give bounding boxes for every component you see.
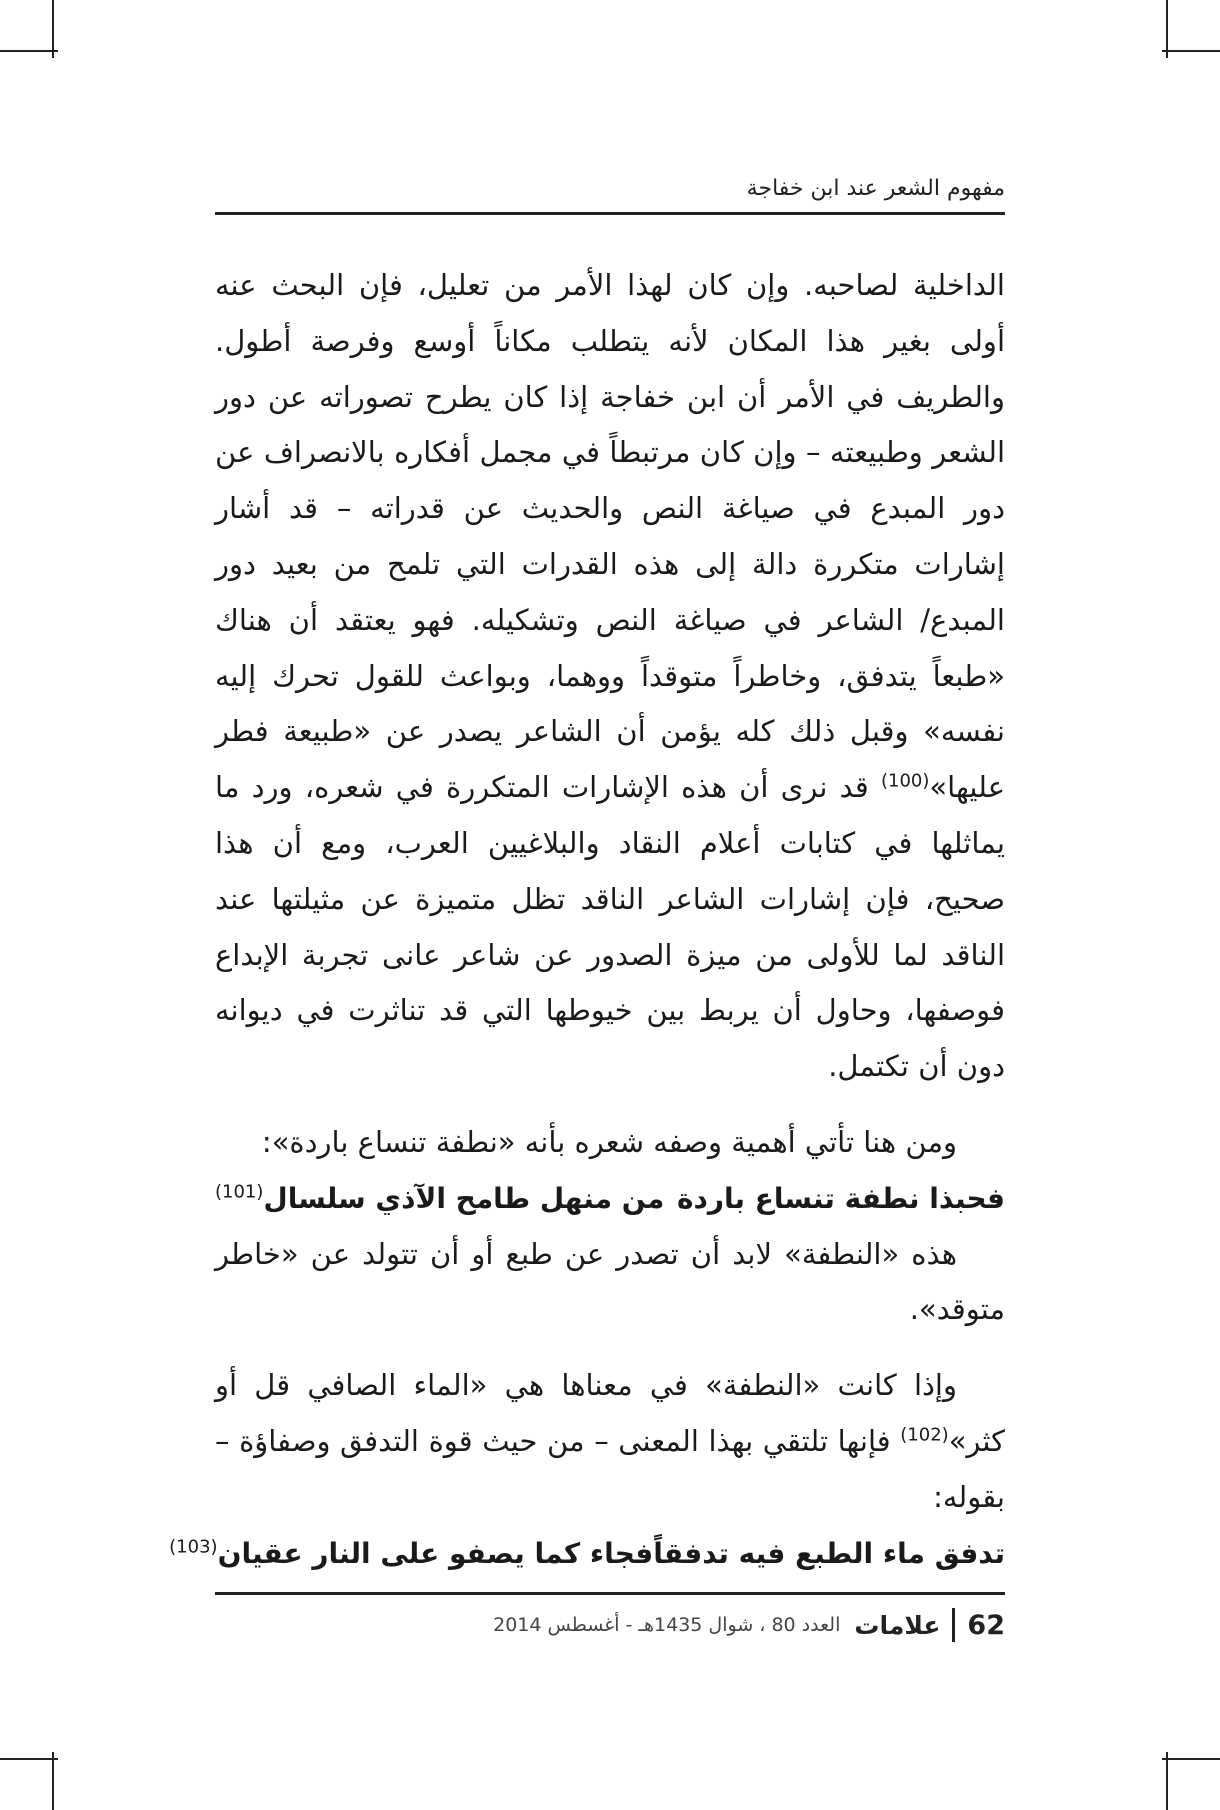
paragraph-gap — [215, 1095, 1005, 1115]
verse-101-hemistich-1: فحبذا نطفة تنساع باردة — [676, 1181, 1005, 1215]
crop-mark-bottom-left — [52, 1752, 54, 1810]
body-line: الشعر وطبيعته – وإن كان مرتبطاً في مجمل أفكاره بالانصراف — [263, 435, 1006, 470]
footer-rule — [215, 1592, 1005, 1595]
crop-mark-top-right-h — [1162, 50, 1220, 52]
crop-mark-bottom-right — [1166, 1752, 1168, 1810]
body-line: يماثلها في كتابات أعلام النقاد والبلاغيين العرب، ومع أن هذا — [215, 825, 1005, 860]
verse-103-hemistich-1: تدفق ماء الطبع فيه تدفقاً — [653, 1536, 1005, 1570]
body-line: نفسه» وقبل ذلك كله يؤمن أن الشاعر يصدر عن «طبيعة فطر — [215, 714, 1005, 749]
body-line: عن دور المبدع في صياغة النص والحديث عن قدراته – قد أشار — [215, 435, 1005, 526]
body-line: صحيح، فإن إشارات الشاعر الناقد تظل متميزة عن مثيلتها عند — [215, 881, 1005, 916]
body-line: فوصفها، وحاول أن يربط بين خيوطها التي قد تناثرت في ديوانه — [215, 993, 1005, 1028]
footer-separator — [952, 1608, 955, 1642]
body-line: كثر» — [948, 1423, 1005, 1458]
body-paragraph-2: ومن هنا تأتي أهمية وصفه شعره بأنه «نطفة تنساع باردة»: — [261, 1124, 957, 1159]
body-line: متوقد». — [909, 1292, 1005, 1327]
page-number: 62 — [967, 1609, 1005, 1641]
body-paragraph-4 — [215, 1358, 1005, 1525]
body-line: – بقوله: — [215, 1423, 1005, 1514]
footnote-ref-101: (101) — [215, 1181, 264, 1203]
header-rule — [215, 212, 1005, 215]
footnote-ref-100: (100) — [880, 770, 930, 792]
body-line: «طبعاً يتدفق، وخاطراً متوقداً ووهما، وبواعث للقول تحرك إليه — [215, 658, 1005, 693]
body-paragraph-1 — [215, 258, 1005, 1095]
body-line: فإنها تلتقي بهذا المعنى – من حيث قوة التدفق وصفاؤة — [239, 1423, 901, 1458]
body-line: وإذا كانت «النطفة» في معناها هي «الماء الصافي قل أو — [215, 1368, 957, 1403]
footnote-ref-103: (103) — [169, 1536, 218, 1558]
body-line: قد نرى أن هذه الإشارات المتكررة في شعره، ورد ما — [215, 770, 881, 805]
verse-101 — [215, 1171, 1005, 1227]
body-line: إشارات متكررة دالة إلى هذه القدرات التي تلمح من بعيد دور — [215, 546, 1005, 581]
body-line: الداخلية لصاحبه. وإن كان لهذا الأمر من تعليل، فإن البحث — [271, 268, 1005, 302]
page-footer — [215, 1600, 1005, 1650]
body-paragraph-3 — [215, 1227, 1005, 1339]
crop-mark-top-left-h — [0, 50, 58, 52]
article-body — [169, 258, 1006, 1581]
issue-info: العدد 80 ، شوال 1435هـ - أغسطس 2014 — [493, 1614, 841, 1636]
body-line: عليها» — [929, 770, 1005, 805]
verse-103 — [169, 1526, 1005, 1582]
body-line: والطريف في الأمر أن ابن خفاجة إذا كان يطرح تصوراته عن دور — [215, 379, 1005, 414]
verse-103-hemistich-2-wrap — [169, 1526, 653, 1582]
body-line: المبدع/ الشاعر في صياغة النص وتشكيله. فهو يعتقد أن هناك — [215, 602, 1005, 637]
verse-101-hemistich-2-wrap — [215, 1171, 664, 1227]
crop-mark-bottom-right-h — [1162, 1758, 1220, 1760]
body-line: عنه أولى بغير هذا المكان لأنه يتطلب مكاناً أوسع وفرصة أطول. — [215, 268, 1005, 358]
crop-mark-bottom-left-h — [0, 1758, 58, 1760]
paragraph-gap — [215, 1338, 1005, 1358]
body-line: الناقد لما للأولى من ميزة الصدور عن شاعر عانى تجربة الإبداع — [215, 937, 1005, 972]
verse-101-hemistich-2: من منهل طامح الآذي سلسال — [263, 1181, 665, 1215]
footnote-ref-102: (102) — [900, 1424, 949, 1446]
body-line: هذه «النطفة» لابد أن تصدر عن طبع أو أن تتولد عن «خاطر — [215, 1236, 957, 1271]
verse-103-hemistich-2: فجاء كما يصفو على النار عقيان — [217, 1536, 654, 1570]
journal-name: علامات — [854, 1610, 941, 1640]
running-header-title: مفهوم الشعر عند ابن خفاجة — [746, 176, 1005, 201]
body-line: دون أن تكتمل. — [828, 1049, 1005, 1084]
